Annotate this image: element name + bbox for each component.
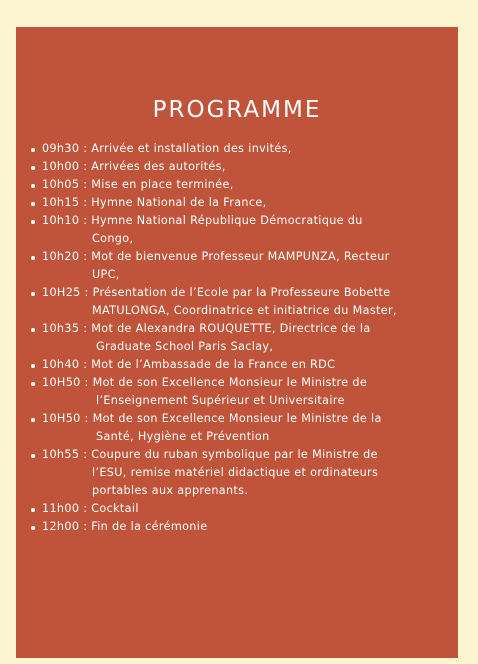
list-item [30,500,454,518]
item-line: 11h00 : Cocktail [42,502,139,515]
item-line: 10H50 : Mot de son Excellence Monsieur le Ministre de la [42,412,382,425]
list-item [30,176,454,194]
item-line-continued: MATULONGA, Coordinatrice et initiatrice du Master, [92,304,397,317]
bullet-icon [31,508,35,512]
item-line-continued: Santé, Hygiène et Prévention [96,430,270,443]
list-item [30,158,454,176]
bullet-icon [31,292,35,296]
bullet-icon [31,382,35,386]
bullet-icon [31,166,35,170]
item-line: 12h00 : Fin de la cérémonie [42,520,208,533]
item-line: 10H25 : Présentation de l’Ecole par la Professeure Bobette [42,286,391,299]
bullet-icon [31,526,35,530]
list-item [30,320,454,356]
item-line: 10h15 : Hymne National de la France, [42,196,267,209]
item-line-continued: UPC, [92,268,120,281]
programme-title: PROGRAMME [152,97,322,123]
item-line: 10h00 : Arrivées des autorités, [42,160,226,173]
bullet-icon [31,220,35,224]
item-line: 10h20 : Mot de bienvenue Professeur MAMPUNZA, Recteur [42,250,390,263]
item-line: 10h55 : Coupure du ruban symbolique par le Ministre de [42,448,378,461]
list-item [30,410,454,446]
item-line-continued: l’ESU, remise matériel didactique et ordinateurs [92,466,379,479]
item-line-continued: portables aux apprenants. [92,484,249,497]
programme-list [30,140,454,536]
item-line: 10h40 : Mot de l’Ambassade de la France en RDC [42,358,336,371]
list-item [30,356,454,374]
list-item [30,374,454,410]
item-line-continued: Congo, [92,232,134,245]
list-item [30,446,454,500]
list-item [30,212,454,248]
bullet-icon [31,148,35,152]
item-line: 10h10 : Hymne National République Démocratique du [42,214,363,227]
list-item [30,194,454,212]
list-item [30,518,454,536]
bullet-icon [31,202,35,206]
item-line: 09h30 : Arrivée et installation des invités, [42,142,292,155]
item-line-continued: Graduate School Paris Saclay, [96,340,274,353]
item-line-continued: l’Enseignement Supérieur et Universitaire [96,394,345,407]
bullet-icon [31,454,35,458]
list-item [30,284,454,320]
item-line: 10h05 : Mise en place terminée, [42,178,234,191]
bullet-icon [31,256,35,260]
programme-card [16,27,458,658]
bullet-icon [31,418,35,422]
bullet-icon [31,364,35,368]
item-line: 10h35 : Mot de Alexandra ROUQUETTE, Directrice de la [42,322,371,335]
list-item [30,248,454,284]
item-line: 10H50 : Mot de son Excellence Monsieur le Ministre de [42,376,368,389]
list-item [30,140,454,158]
bullet-icon [31,184,35,188]
bullet-icon [31,328,35,332]
